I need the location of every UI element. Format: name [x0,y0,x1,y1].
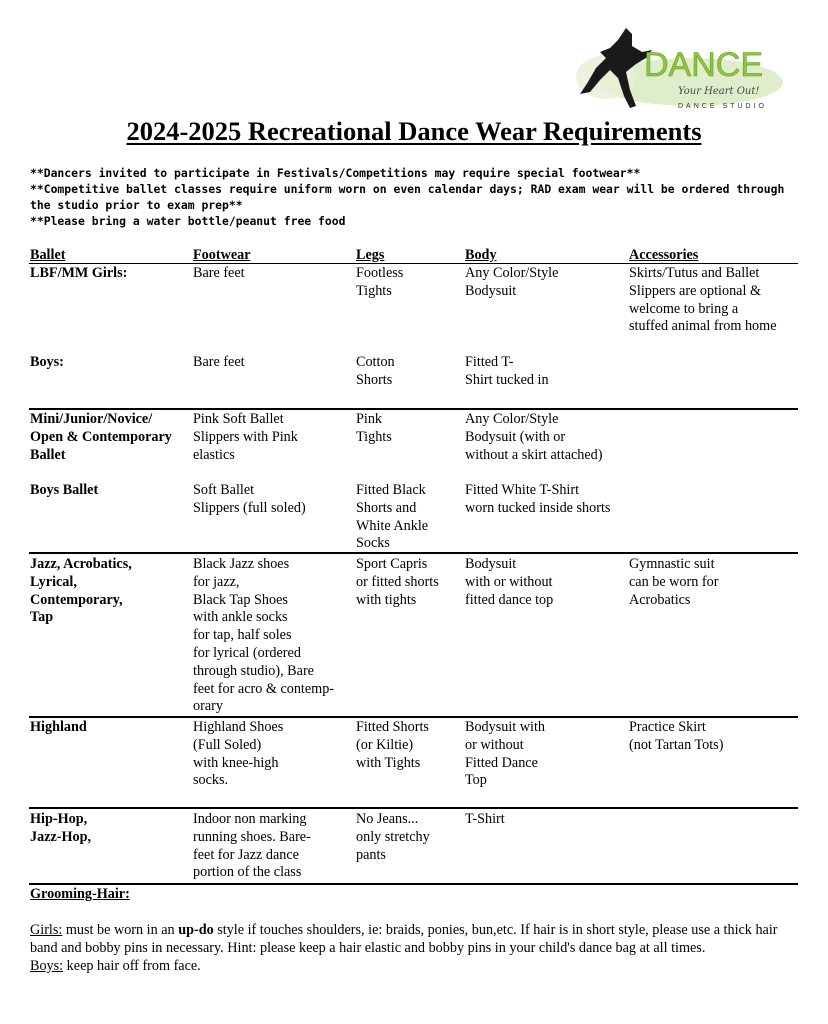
row-mini-footwear: Pink Soft Ballet Slippers with Pink elastics [193,411,298,463]
header-divider [29,263,798,264]
boys-text: keep hair off from face. [63,958,201,974]
header-body: Body [465,247,497,263]
svg-text:Your Heart Out!: Your Heart Out! [678,86,760,97]
row-hiphop-legs: No Jeans... only stretchy pants [356,811,430,863]
dance-studio-logo [566,22,786,114]
header-legs: Legs [356,247,385,263]
row-jazz-body: Bodysuit with or without fitted dance top [465,556,554,608]
note-footwear: **Dancers invited to participate in Festivals/Competitions may require special footwear** [30,166,641,180]
row-mini-legs: Pink Tights [356,411,392,445]
grooming-text [30,921,800,975]
section-divider [29,807,798,809]
row-highland-legs: Fitted Shorts (or Kiltie) with Tights [356,719,429,771]
row-hiphop-footwear: Indoor non marking running shoes. Bare- feet for Jazz dance portion of the class [193,811,311,881]
section-divider [29,552,798,554]
note-competitive-ballet: **Competitive ballet classes require uniform worn on even calendar days; RAD exam wear will be ordered through the studio prior to exam prep** [30,182,785,212]
svg-text:DANCE STUDIO: DANCE STUDIO [678,103,767,110]
girls-label: Girls: [30,922,63,938]
row-boys-footwear: Bare feet [193,354,245,370]
row-lbf-legs: Footless Tights [356,265,404,299]
row-highland-footwear: Highland Shoes (Full Soled) with knee-high socks. [193,719,284,789]
row-lbf-class: LBF/MM Girls: [30,265,128,281]
row-lbf-accessories: Skirts/Tutus and Ballet Slippers are optional & welcome to bring a stuffed animal from home [629,265,777,335]
girls-text-2: style if touches shoulders, ie: braids, ponies, bun,etc. If hair is in short style, please use a thick hair band and bobby pins in necessary. Hint: please keep a hair elastic and bobby pins in your child's dance bag at all times. [30,922,778,956]
row-highland-body: Bodysuit with or without Fitted Dance Top [465,719,546,789]
grooming-boys [30,957,800,975]
row-lbf-body: Any Color/Style Bodysuit [465,265,559,299]
row-boys-legs: Cotton Shorts [356,354,395,388]
row-boys-ballet-legs: Fitted Black Shorts and White Ankle Socks [356,482,429,552]
boys-label: Boys: [30,958,64,974]
grooming-girls [30,921,800,957]
svg-text:DANCE: DANCE [644,46,764,84]
row-boys-ballet-body: Fitted White T-Shirt worn tucked inside shorts [465,482,611,516]
row-boys-ballet-footwear: Soft Ballet Slippers (full soled) [193,482,306,516]
girls-text-1: must be worn in an [62,922,179,938]
row-highland-accessories: Practice Skirt (not Tartan Tots) [629,719,724,753]
grooming-heading: Grooming-Hair: [30,886,130,902]
header-accessories: Accessories [629,247,699,263]
row-highland-class: Highland [30,719,87,735]
notes [30,165,800,229]
section-divider [29,716,798,718]
row-boys-body: Fitted T- Shirt tucked in [465,354,549,388]
page-title: 2024-2025 Recreational Dance Wear Requirements [126,116,702,146]
row-hiphop-class: Hip-Hop, Jazz-Hop, [30,811,92,845]
row-hiphop-body: T-Shirt [465,811,505,827]
row-lbf-footwear: Bare feet [193,265,245,281]
row-mini-class: Mini/Junior/Novice/ Open & Contemporary Ballet [30,411,172,463]
section-divider [29,408,798,410]
row-boys-ballet-class: Boys Ballet [30,482,99,498]
row-jazz-class: Jazz, Acrobatics, Lyrical, Contemporary, Tap [30,556,132,626]
header-ballet: Ballet [30,247,66,263]
table-bottom-divider [29,883,798,885]
row-jazz-accessories: Gymnastic suit can be worn for Acrobatics [629,556,719,608]
girls-updo: up-do [178,922,214,938]
row-mini-body: Any Color/Style Bodysuit (with or without a skirt attached) [465,411,603,463]
row-jazz-footwear: Black Jazz shoes for jazz, Black Tap Shoes with ankle socks for tap, half soles for lyrical (ordered through studio), Bare feet for acro & contemp- orary [193,556,335,715]
header-footwear: Footwear [193,247,251,263]
row-boys-class: Boys: [30,354,64,370]
note-water-bottle: **Please bring a water bottle/peanut free food [30,214,346,228]
row-jazz-legs: Sport Capris or fitted shorts with tights [356,556,439,608]
